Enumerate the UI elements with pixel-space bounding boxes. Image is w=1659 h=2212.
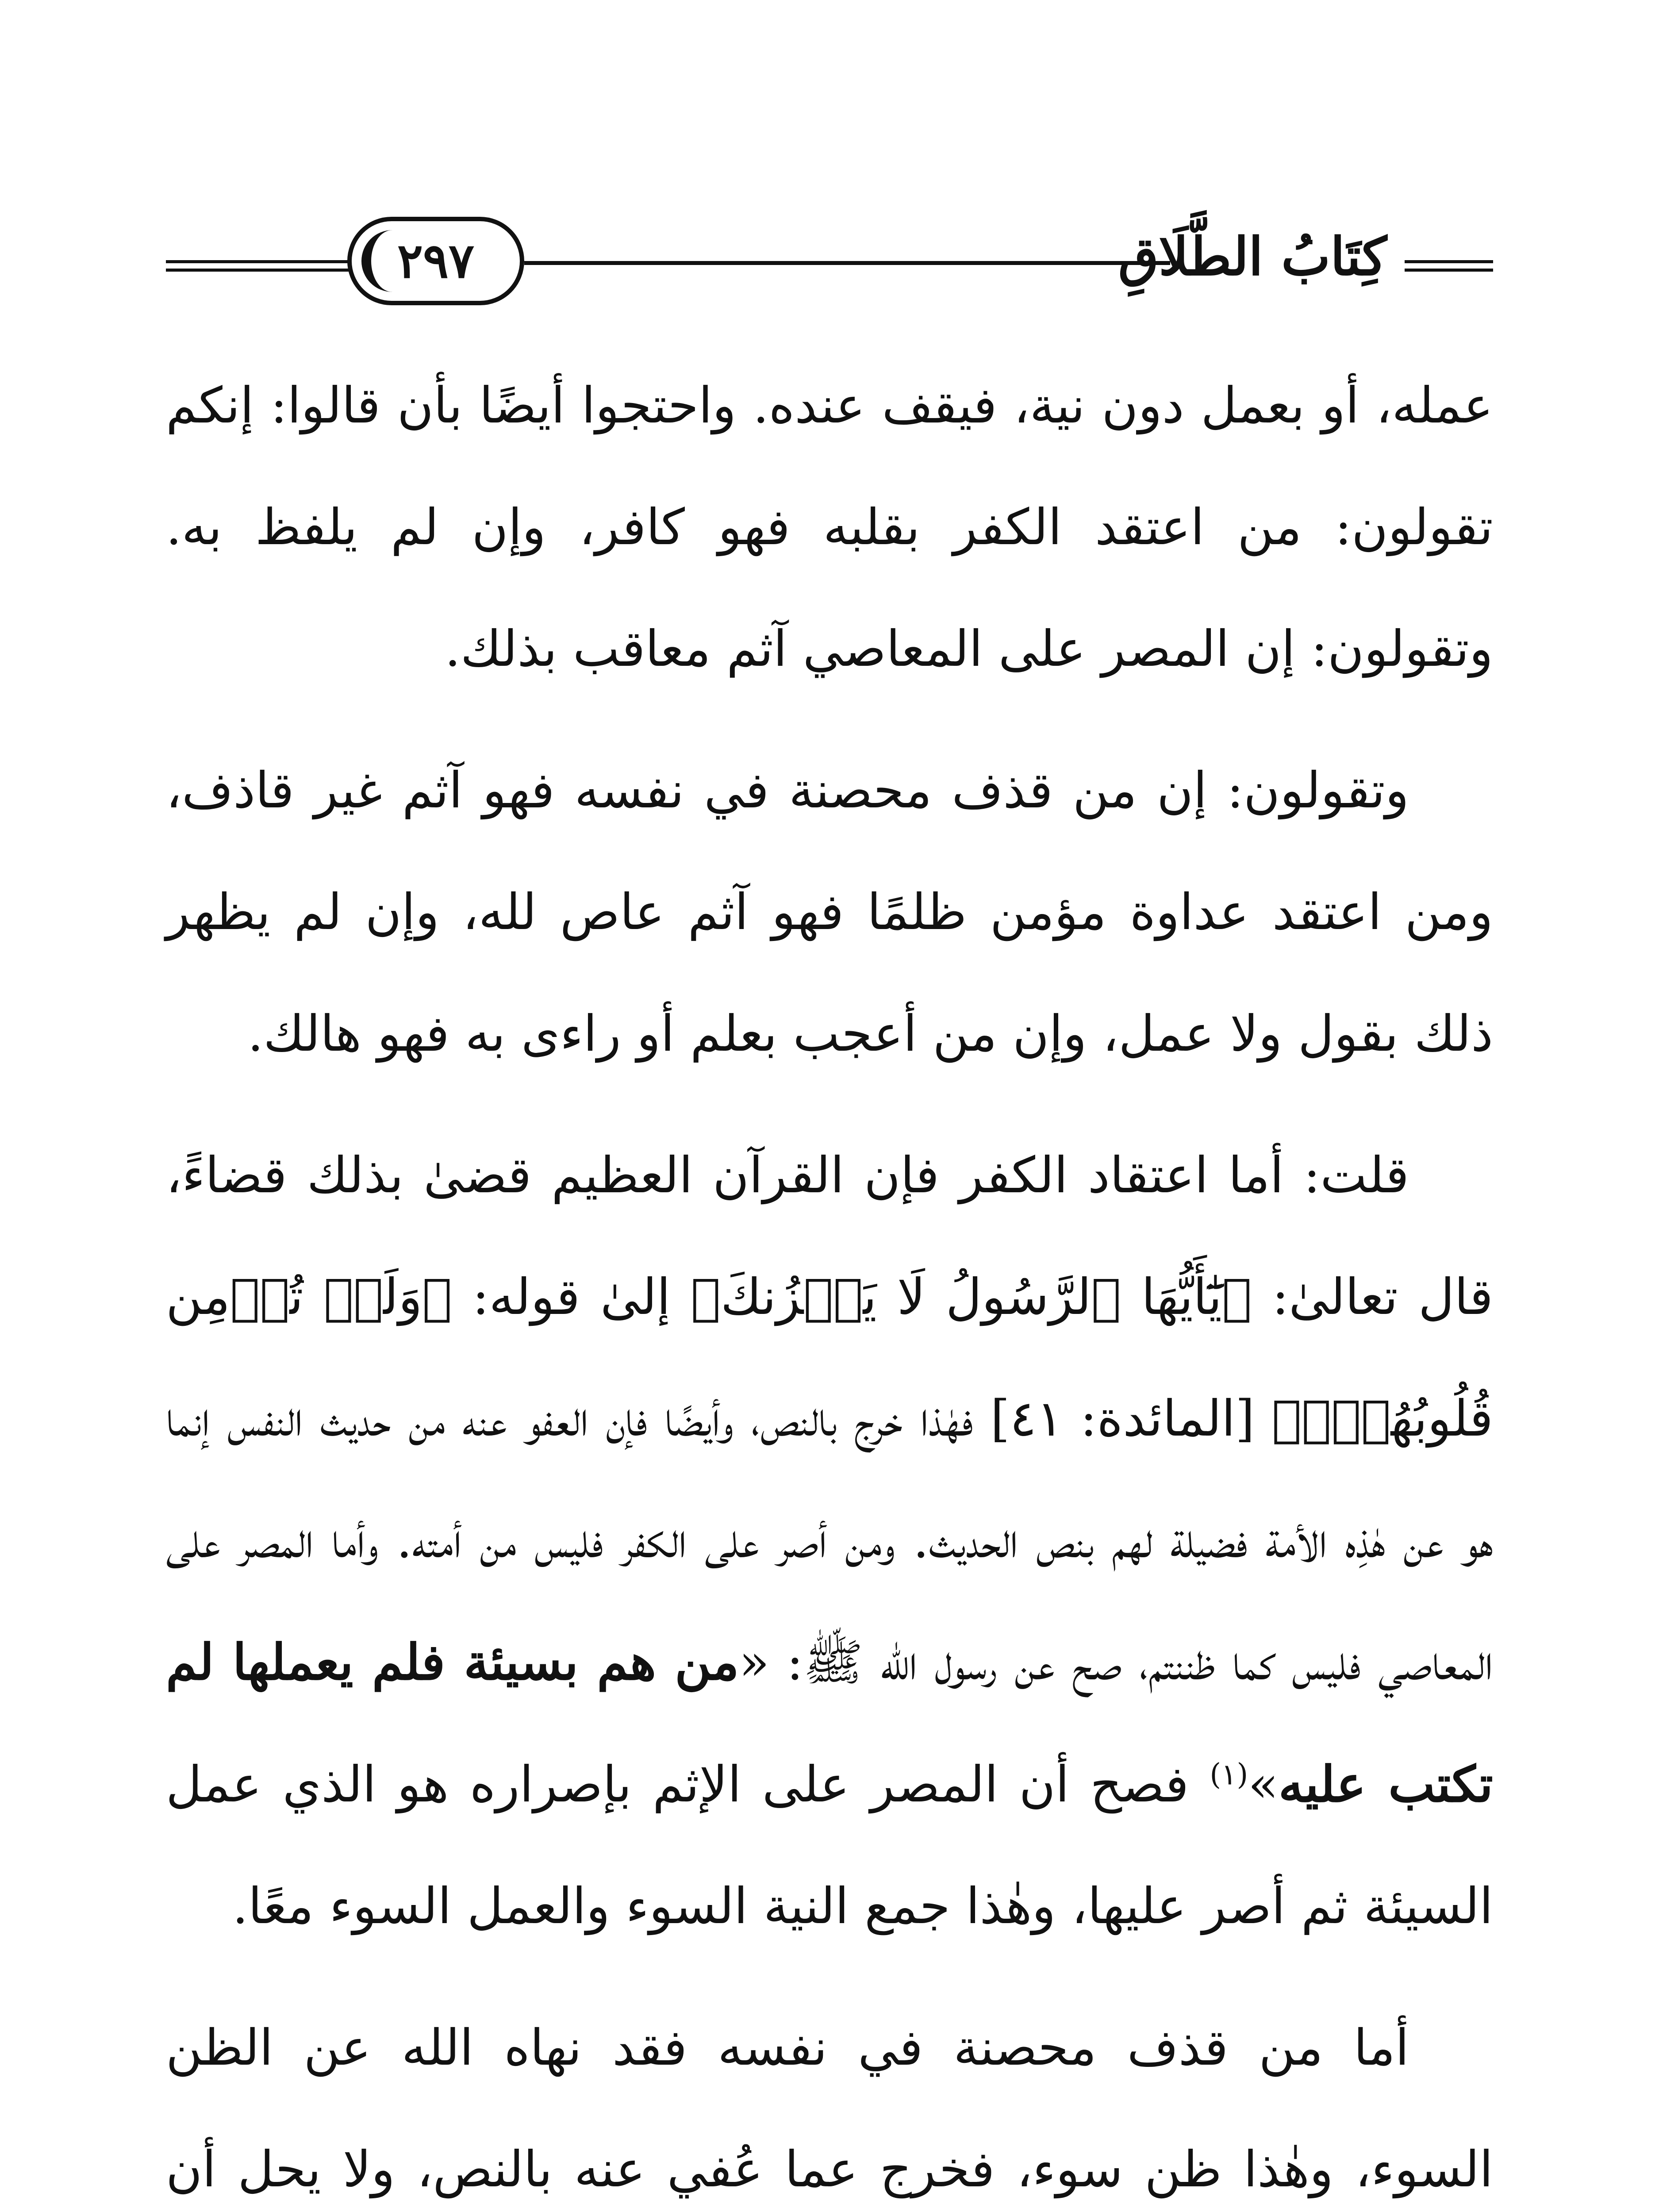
- running-title: كِتَابُ الطَّلَاقِ: [1118, 226, 1387, 287]
- paragraph-3-text-d: »: [1248, 1756, 1279, 1813]
- paragraph-3-text-e: فصح أن المصر على الإثم بإصراره هو الذي عمل السيئة ثم أصر عليها، وهٰذا جمع النية السوء والعمل السوء معًا.: [166, 1756, 1493, 1935]
- paragraph-2: وتقولون: إن من قذف محصنة في نفسه فهو آثم غير قاذف، ومن اعتقد عداوة مؤمن ظلمًا فهو آثم عاص لله، وإن لم يظهر ذلك بقول ولا عمل، وإن من أعجب بعلم أو راءى به فهو هالك.: [166, 762, 1493, 1063]
- quran-quote-1: ﴿يَٰٓأَيُّهَا ٱلرَّسُولُ لَا يَحۡزُنكَ﴾: [691, 1268, 1252, 1326]
- paragraph-3-text-b: إلىٰ قوله:: [452, 1268, 691, 1326]
- body-text: [166, 345, 1493, 2212]
- header-rule-left: [166, 260, 374, 272]
- paragraph-1: عمله، أو بعمل دون نية، فيقف عنده. واحتجوا أيضًا بأن قالوا: إنكم تقولون: من اعتقد الكفر بقلبه فهو كافر، وإن لم يلفظ به. وتقولون: إن المصر على المعاصي آثم معاقب بذلك.: [166, 377, 1494, 678]
- footnote-ref-1[interactable]: (١): [1210, 1757, 1248, 1792]
- badge-ornament: [361, 230, 415, 292]
- header-rule-right: [1405, 260, 1493, 272]
- paragraph-3-text-c: [المائدة: ٤١] فهٰذا خرج بالنص، وأيضًا فإن العفو عنه من حديث النفس إنما هو عن هٰذِه الأمة فضيلة لهم بنص الحديث. ومن أصر على الكفر فليس من أمته. وأما المصر على المعاصي فليس كما ظننتم، صح عن رسول الله ﷺ: «: [166, 1390, 1493, 1691]
- running-header: [166, 217, 1493, 314]
- paragraph-3-text-a: قلت: أما اعتقاد الكفر فإن القرآن العظيم قضىٰ بذلك قضاءً، قال تعالىٰ:: [166, 1147, 1494, 1326]
- quran-quote-2: ﴿وَلَمۡ تُؤۡمِن قُلُوبُهُمۡۛ﴾: [166, 1268, 1494, 1448]
- paragraph-3: [166, 1115, 1493, 1967]
- page-number-badge: [347, 217, 524, 305]
- hadith-quote: من هم بسيئة فلم يعملها لم تكتب عليه: [166, 1633, 1493, 1813]
- paragraph-4: أما من قذف محصنة في نفسه فقد نهاه الله عن الظن السوء، وهٰذا ظن سوء، فخرج عما عُفي عنه بالنص، ولا يحل أن: [166, 2019, 1493, 2198]
- header-rule-middle: [524, 261, 1170, 265]
- page-number: ٢٩٧: [397, 233, 475, 289]
